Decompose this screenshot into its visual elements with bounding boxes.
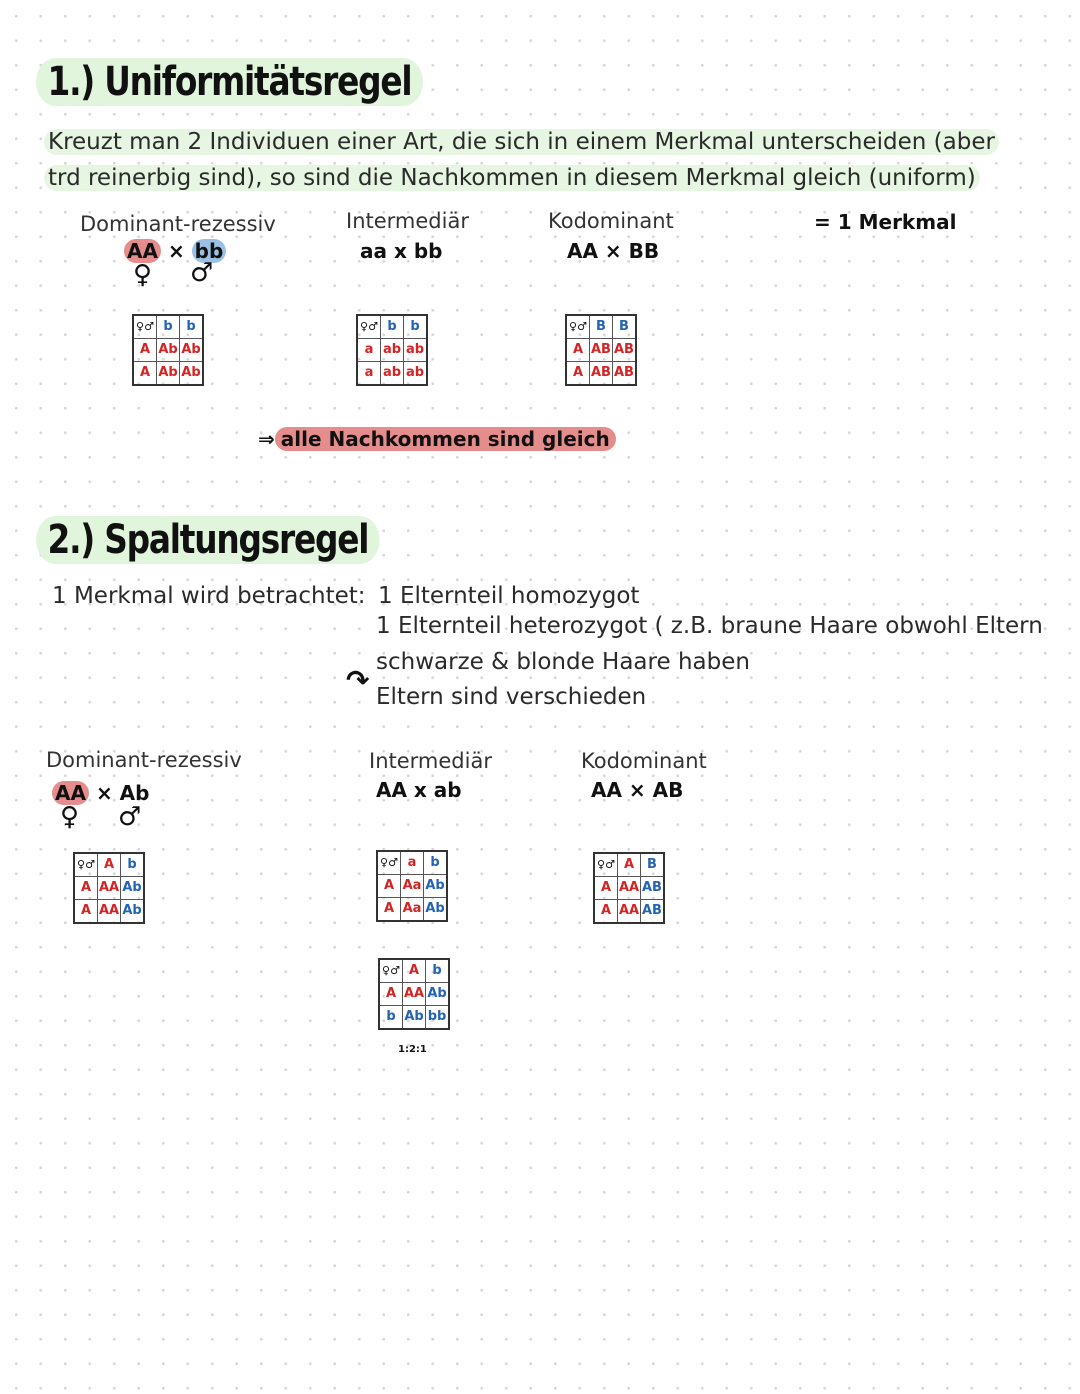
col-header: A bbox=[618, 853, 641, 877]
s2-intermediate-label: Intermediär bbox=[369, 749, 492, 773]
s2-text-lead: 1 Merkmal wird betrachtet: bbox=[52, 583, 366, 609]
cross-operator: × bbox=[167, 239, 185, 263]
s2-text-line-3: schwarze & blonde Haare haben bbox=[376, 649, 750, 675]
s2-codominant-cross: AA × AB bbox=[591, 778, 684, 802]
genotype-cell: Aa bbox=[401, 875, 424, 898]
genotype-cell: Ab bbox=[424, 875, 448, 898]
genotype-cell: Ab bbox=[157, 339, 180, 362]
s1-intermediate-cross: aa x bb bbox=[360, 239, 443, 263]
cross-corner-icon: ♀♂ bbox=[566, 315, 590, 339]
s2-text-line-2: 1 Elternteil heterozygot ( z.B. braune Haare obwohl Eltern bbox=[376, 613, 1043, 639]
intro-line-1: Kreuzt man 2 Individuen einer Art, die sich in einem Merkmal unterscheiden (aber bbox=[44, 129, 999, 155]
genotype-cell: ab bbox=[404, 362, 428, 386]
conclusion-text: alle Nachkommen sind gleich bbox=[275, 427, 616, 451]
row-header: A bbox=[379, 983, 403, 1006]
genotype-cell: Aa bbox=[401, 898, 424, 922]
s2-intermediate-cross: AA x ab bbox=[376, 778, 462, 802]
row-header: a bbox=[357, 339, 381, 362]
col-header: b bbox=[180, 315, 204, 339]
s1-intermediate-label: Intermediär bbox=[346, 209, 469, 233]
s1-codominant-label: Kodominant bbox=[548, 209, 674, 233]
s2-dominant-punnett-square bbox=[73, 852, 145, 924]
col-header: b bbox=[404, 315, 428, 339]
genotype-cell: Ab bbox=[426, 983, 450, 1006]
s1-codominant-cross: AA × BB bbox=[567, 239, 660, 263]
s1-codominant-punnett-square bbox=[565, 314, 637, 386]
parent-2-genotype: bb bbox=[192, 239, 227, 263]
col-header: b bbox=[424, 851, 448, 875]
s1-conclusion bbox=[258, 426, 616, 452]
cross-corner-icon: ♀♂ bbox=[133, 315, 157, 339]
genotype-cell: AB bbox=[641, 900, 665, 924]
genotype-cell: bb bbox=[426, 1006, 450, 1030]
parent-1-genotype: AA bbox=[124, 239, 161, 263]
genotype-cell: ab bbox=[381, 362, 404, 386]
row-header: A bbox=[594, 900, 618, 924]
cross-corner-icon: ♀♂ bbox=[74, 853, 98, 877]
female-icon: ♀ bbox=[133, 260, 153, 290]
s2-intermediate-punnett-square bbox=[376, 850, 448, 922]
cross-corner-icon: ♀♂ bbox=[379, 959, 403, 983]
s2-codominant-label: Kodominant bbox=[581, 749, 707, 773]
genotype-cell: AB bbox=[590, 339, 613, 362]
s2-intermediate-punnett-square-2 bbox=[378, 958, 450, 1030]
col-header: b bbox=[157, 315, 180, 339]
row-header: A bbox=[566, 339, 590, 362]
s2-dominant-label: Dominant-rezessiv bbox=[46, 748, 242, 772]
col-header: b bbox=[381, 315, 404, 339]
section1-heading: 1.) Uniformitätsregel bbox=[36, 58, 423, 106]
genotype-cell: Ab bbox=[157, 362, 180, 386]
cross-operator: × bbox=[95, 781, 113, 805]
phenotype-ratio: 1:2:1 bbox=[398, 1044, 427, 1055]
parent-2-genotype: Ab bbox=[119, 781, 150, 805]
row-header: A bbox=[566, 362, 590, 386]
col-header: A bbox=[403, 959, 426, 983]
row-header: A bbox=[377, 875, 401, 898]
cross-corner-icon: ♀♂ bbox=[357, 315, 381, 339]
row-header: b bbox=[379, 1006, 403, 1030]
col-header: b bbox=[426, 959, 450, 983]
genotype-cell: AA bbox=[618, 900, 641, 924]
genotype-cell: AA bbox=[618, 877, 641, 900]
female-icon: ♀ bbox=[60, 802, 80, 832]
cross-corner-icon: ♀♂ bbox=[594, 853, 618, 877]
s1-dominant-label: Dominant-rezessiv bbox=[80, 212, 276, 236]
genotype-cell: Ab bbox=[121, 877, 145, 900]
genotype-cell: Ab bbox=[403, 1006, 426, 1030]
row-header: A bbox=[133, 339, 157, 362]
col-header: b bbox=[121, 853, 145, 877]
col-header: A bbox=[98, 853, 121, 877]
row-header: A bbox=[594, 877, 618, 900]
col-header: B bbox=[590, 315, 613, 339]
col-header: B bbox=[641, 853, 665, 877]
section2-heading: 2.) Spaltungsregel bbox=[36, 516, 380, 564]
row-header: A bbox=[74, 877, 98, 900]
genotype-cell: AA bbox=[403, 983, 426, 1006]
male-icon: ♂ bbox=[190, 258, 214, 288]
row-header: A bbox=[377, 898, 401, 922]
male-icon: ♂ bbox=[118, 802, 142, 832]
genotype-cell: Ab bbox=[180, 362, 204, 386]
genotype-cell: AB bbox=[641, 877, 665, 900]
intro-line-2: trd reinerbig sind), so sind die Nachkommen in diesem Merkmal gleich (uniform) bbox=[44, 165, 980, 191]
s2-codominant-punnett-square bbox=[593, 852, 665, 924]
arrow-icon: ⇒ bbox=[258, 427, 275, 451]
col-header: a bbox=[401, 851, 424, 875]
genotype-cell: Ab bbox=[121, 900, 145, 924]
section1-intro bbox=[44, 124, 999, 196]
parent-1-genotype: AA bbox=[52, 781, 89, 805]
genotype-cell: ab bbox=[404, 339, 428, 362]
genotype-cell: AA bbox=[98, 900, 121, 924]
col-header: B bbox=[613, 315, 637, 339]
note-one-trait: = 1 Merkmal bbox=[814, 210, 957, 234]
row-header: A bbox=[133, 362, 157, 386]
cross-corner-icon: ♀♂ bbox=[377, 851, 401, 875]
genotype-cell: AA bbox=[98, 877, 121, 900]
genotype-cell: Ab bbox=[180, 339, 204, 362]
s2-text-line-4: Eltern sind verschieden bbox=[376, 684, 647, 710]
genotype-cell: AB bbox=[590, 362, 613, 386]
s1-dominant-punnett-square bbox=[132, 314, 204, 386]
s1-intermediate-punnett-square bbox=[356, 314, 428, 386]
row-header: A bbox=[74, 900, 98, 924]
genotype-cell: AB bbox=[613, 339, 637, 362]
s2-text-line-1: 1 Elternteil homozygot bbox=[378, 583, 640, 609]
genotype-cell: Ab bbox=[424, 898, 448, 922]
genotype-cell: ab bbox=[381, 339, 404, 362]
row-header: a bbox=[357, 362, 381, 386]
curved-arrow-icon: ↷ bbox=[346, 664, 370, 697]
genotype-cell: AB bbox=[613, 362, 637, 386]
